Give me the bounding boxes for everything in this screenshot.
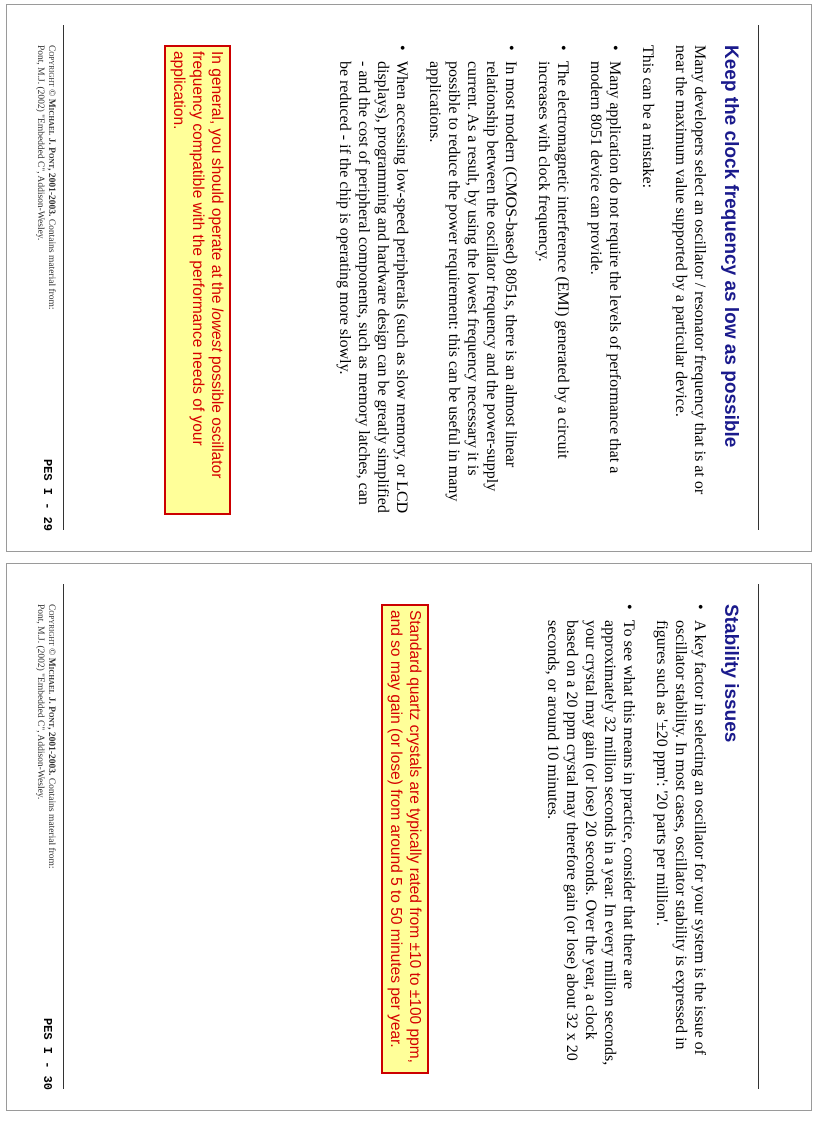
bottom-divider bbox=[63, 584, 64, 1089]
top-divider bbox=[758, 25, 759, 530]
slide-title: Keep the clock frequency as low as possible bbox=[720, 45, 741, 448]
highlight-callout: In general, you should operate at the lowest possible oscillator frequency compatible with the performance needs of your application. bbox=[164, 45, 231, 515]
bullet-icon: • bbox=[393, 45, 410, 51]
list-item: • A key factor in selecting an oscillator for your system is the issue of oscillator stability. In most cases, oscillator stability is expressed in figures such as '±20 ppm': '20 parts per million'. bbox=[653, 604, 708, 1056]
list-item: • To see what this means in practice, consider that there are approximately 32 million seconds in a year. In every million seconds, your crystal may gain (or lose) 20 seconds. Over the year, a clock based on a 20 ppm crystal may therefore gain (or lose) about 32 x 20 seconds, or around 10 minutes. bbox=[544, 604, 637, 1066]
callout-emphasis: lowest bbox=[208, 307, 225, 352]
page-number: PES I - 30 bbox=[40, 1017, 54, 1090]
intro-paragraph: This can be a mistake: bbox=[639, 45, 656, 189]
top-divider bbox=[758, 584, 759, 1089]
bullet-icon: • bbox=[606, 45, 623, 51]
highlight-callout: Standard quartz crystals are typically rated from ±10 to ±100 ppm, and so may gain (or lose) from around 5 to 50 minutes per year. bbox=[381, 604, 429, 1074]
slide-body bbox=[529, 604, 709, 1074]
copyright-footer: Copyright © Michael J. Pont, 2001-2003. Contains material from: Pont, M.J. (2002) "Embedded C", Addison-Wesley. bbox=[35, 604, 56, 869]
intro-paragraph: Many developers select an oscillator / resonator frequency that is at or near the maximum value supported by a particular device. bbox=[672, 45, 708, 495]
page-number: PES I - 29 bbox=[40, 458, 54, 531]
list-item: • Many application do not require the levels of performance that a modern 8051 device can provide. bbox=[587, 45, 623, 474]
list-item: • When accessing low-speed peripherals (such as slow memory, or LCD displays), programming and hardware design can be greatly simplified - and the cost of peripheral components, such as memory latches, can be reduced - if the chip is operating more slowly. bbox=[336, 45, 410, 514]
bullet-icon: • bbox=[554, 45, 571, 51]
slide-title: Stability issues bbox=[720, 604, 741, 743]
bullet-list bbox=[543, 604, 709, 1074]
bottom-divider bbox=[63, 25, 64, 530]
copyright-footer: Copyright © Michael J. Pont, 2001-2003. Contains material from: Pont, M.J. (2002) "Embedded C", Addison-Wesley. bbox=[35, 45, 56, 310]
bullet-list bbox=[335, 45, 624, 515]
list-item: • The electromagnetic interference (EMI) generated by a circuit increases with clock frequency. bbox=[535, 45, 571, 459]
list-item: • In most modern (CMOS-based) 8051s, there is an almost linear relationship between the oscillator frequency and the power-supply current. As a result, by using the lowest frequency necessary it is possible to reduce the power requirement: this can be useful in many applications. bbox=[426, 45, 519, 502]
bullet-icon: • bbox=[620, 604, 637, 610]
slide-body bbox=[321, 45, 709, 515]
bullet-icon: • bbox=[502, 45, 519, 51]
bullet-icon: • bbox=[691, 604, 708, 610]
slide-clock-frequency bbox=[6, 4, 812, 552]
slide-stability-issues bbox=[6, 563, 812, 1111]
